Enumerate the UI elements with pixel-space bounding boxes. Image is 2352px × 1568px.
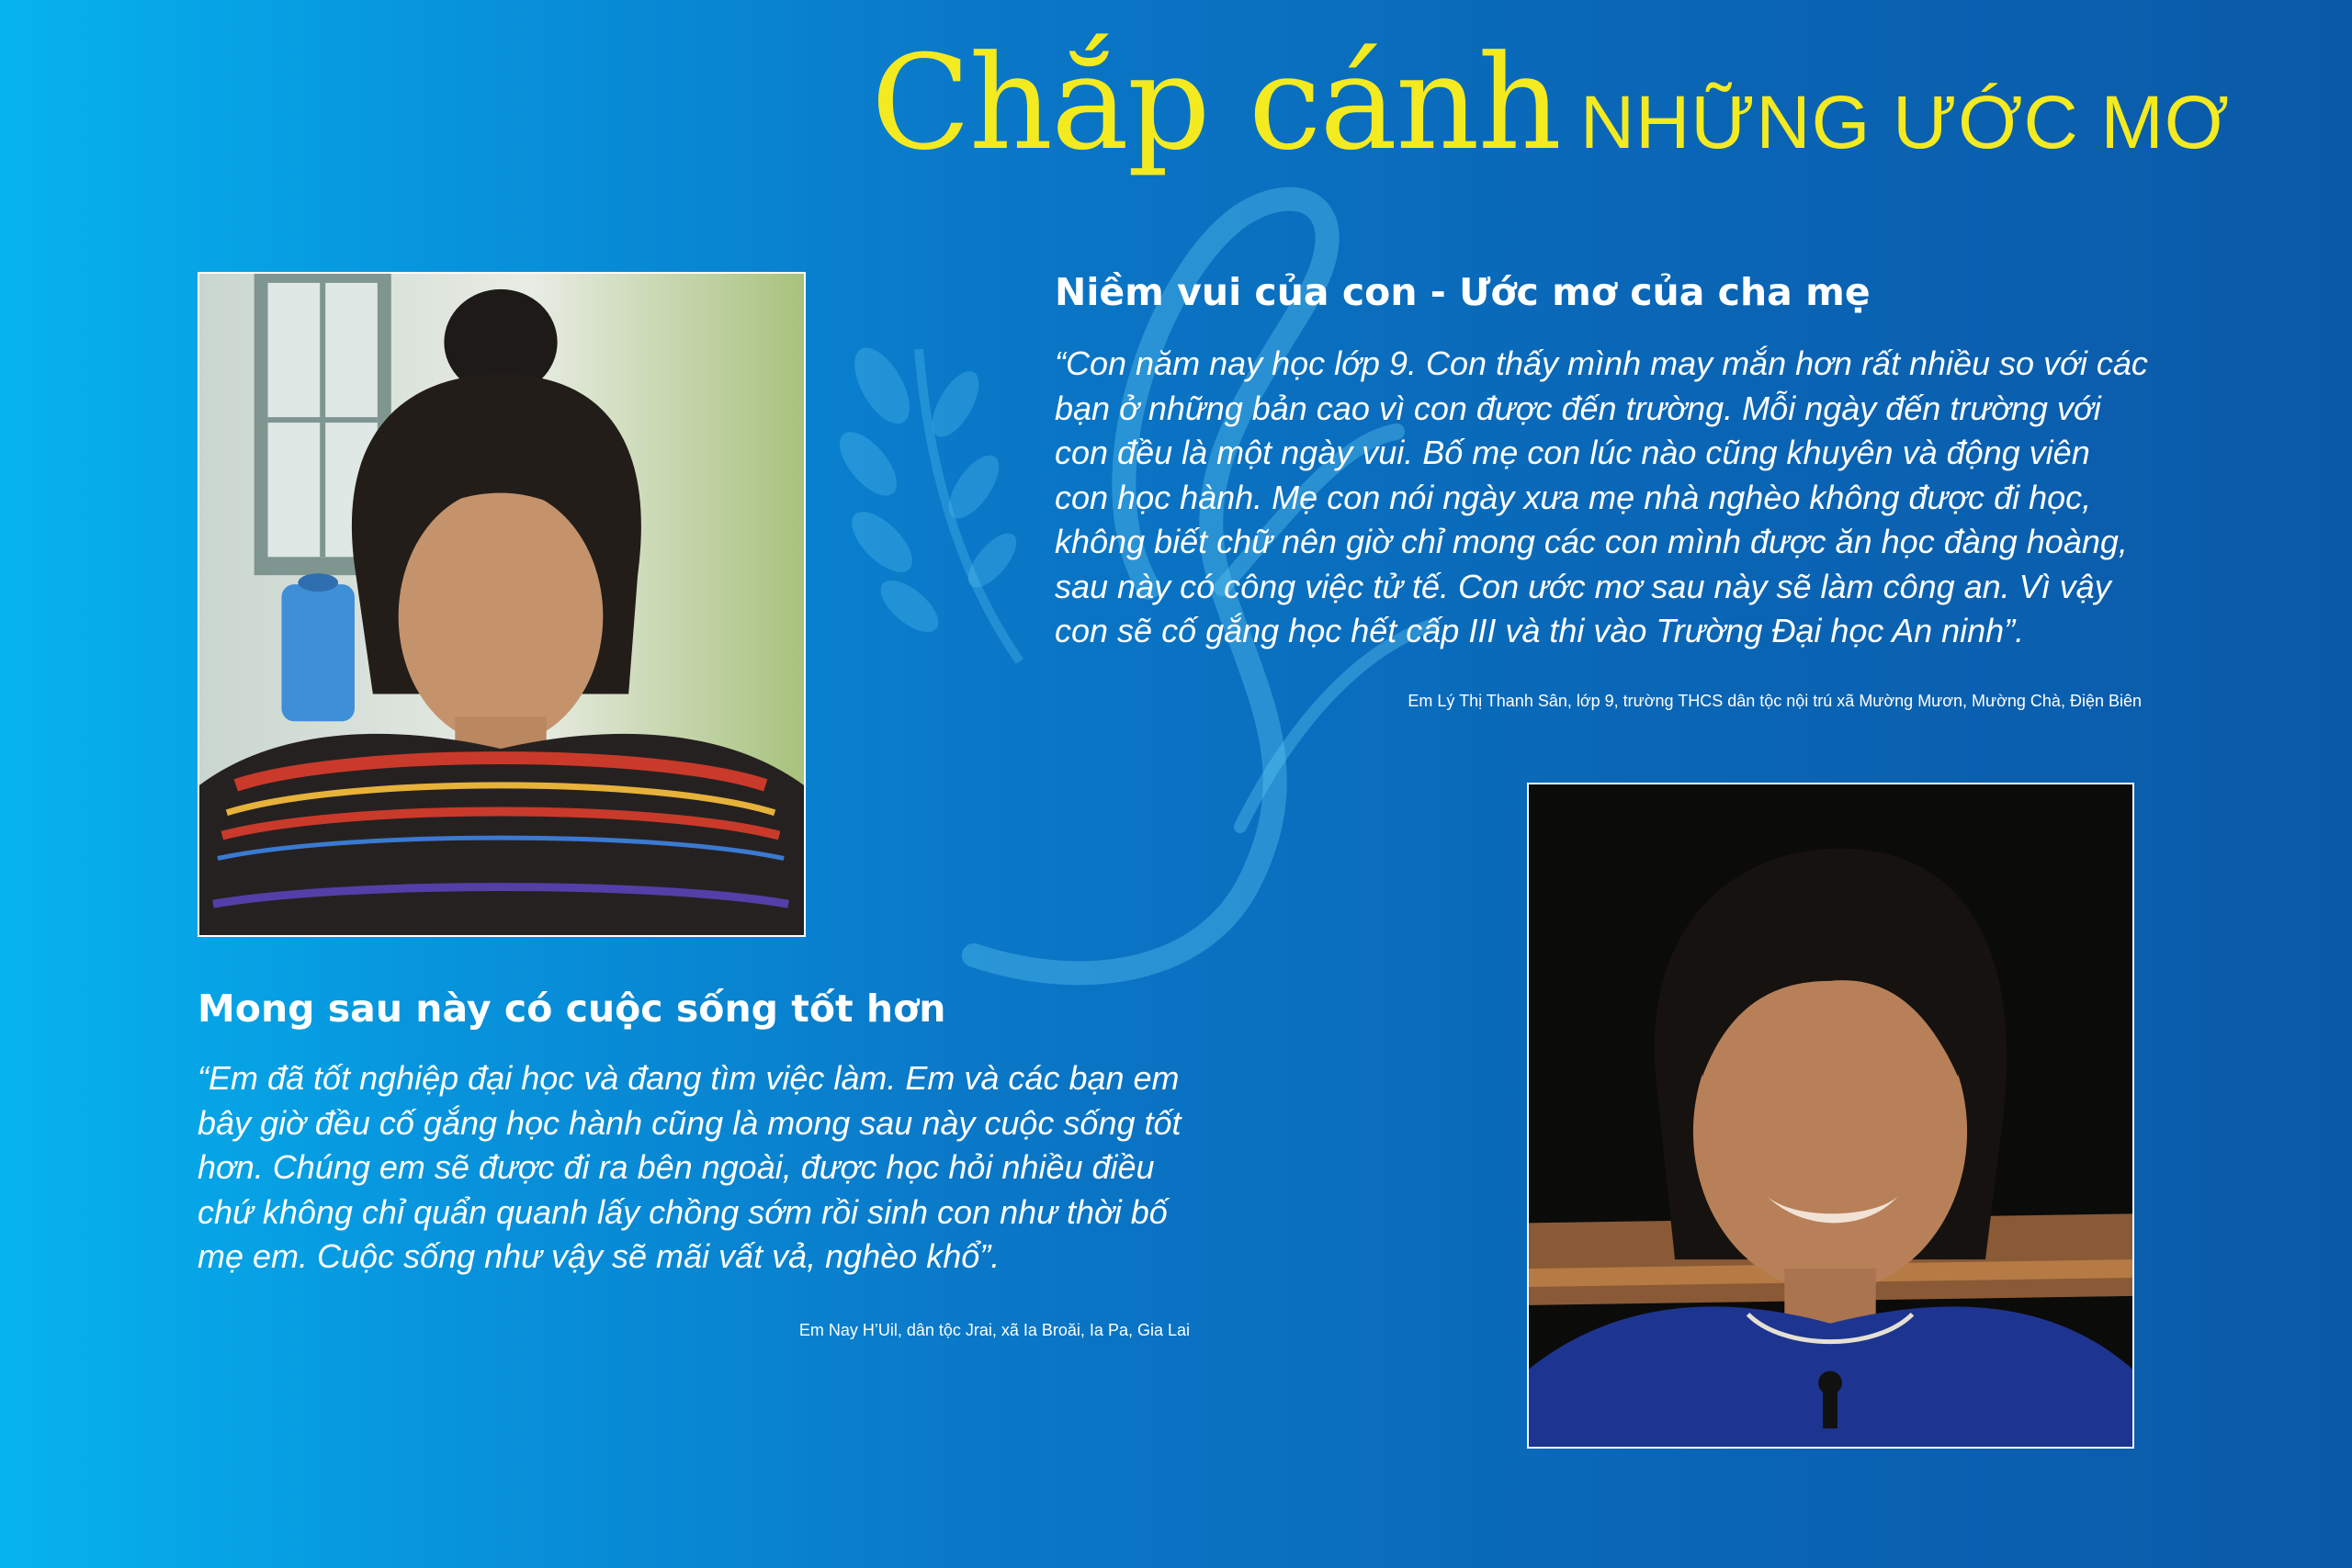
story-quote-1: “Con năm nay học lớp 9. Con thấy mình may mắn hơn rất nhiều so với các bạn ở những bản cao vì con được đến trường. Mỗi ngày đến trường với con đều là một ngày vui. Bố mẹ con lúc nào cũng khuyên và động viên con học hành. Mẹ con nói ngày xưa mẹ nhà nghèo không được đi học, không biết chữ nên giờ chỉ mong các con mình được ăn học đàng hoàng, sau này có công việc tử tế. Con ước mơ sau này sẽ làm công an. Vì vậy con sẽ cố gắng học hết cấp III và thi vào Trường Đại học An ninh”. xyxy=(1055,344,2148,649)
title-main: Chắp cánh xyxy=(871,28,1560,179)
page-title xyxy=(871,28,2230,179)
title-sub: NHỮNG ƯỚC MƠ xyxy=(1579,81,2231,164)
story-quote-2: “Em đã tốt nghiệp đại học và đang tìm việc làm. Em và các bạn em bây giờ đều cố gắng học hành cũng là mong sau này cuộc sống tốt hơn. Chúng em sẽ được đi ra bên ngoài, được học hỏi nhiều điều chứ không chỉ quẩn quanh lấy chồng sớm rồi sinh con như thời bố mẹ em. Cuộc sống như vậy sẽ mãi vất vả, nghèo khổ”. xyxy=(198,1059,1182,1275)
story-title-2: Mong sau này có cuộc sống tốt hơn xyxy=(198,987,946,1031)
story-credit-1: Em Lý Thị Thanh Sân, lớp 9, trường THCS dân tộc nội trú xã Mường Mươn, Mường Chà, Điện Biên xyxy=(1408,692,2142,710)
portrait-photo-woman xyxy=(198,272,806,937)
story-credit-2: Em Nay H’Uil, dân tộc Jrai, xã Ia Broăi, Ia Pa, Gia Lai xyxy=(798,1321,1190,1339)
story-title-1: Niềm vui của con - Ước mơ của cha mẹ xyxy=(1055,270,1871,314)
portrait-photo-girl xyxy=(1527,783,2134,1449)
